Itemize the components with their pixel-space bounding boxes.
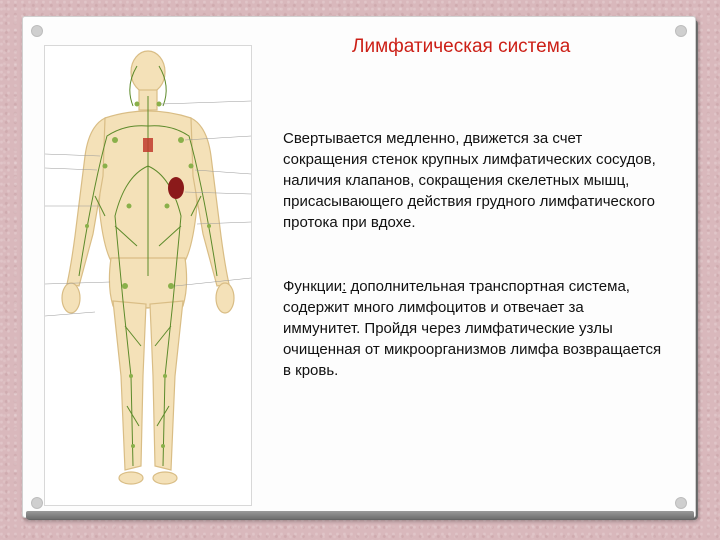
head-shape: [131, 51, 165, 93]
body-diagram: [45, 46, 251, 505]
lymphatic-system-figure: [44, 45, 252, 506]
left-leg-shape: [113, 301, 146, 470]
corner-dot: [675, 497, 687, 509]
paragraph-mechanism: Свертывается медленно, движется за счет сокращения стенок крупных лимфатических сосудов, наличия клапанов, сокращения скелетных мышц, присасывающего действия грудного лимфатического протока при вдохе.: [283, 130, 656, 231]
functions-colon: :: [342, 278, 347, 295]
left-foot-shape: [119, 472, 143, 484]
paragraph-functions: [283, 276, 663, 381]
right-foot-shape: [153, 472, 177, 484]
functions-text: дополнительная транспортная система, содержит много лимфоцитов и отвечает за иммунитет. Пройдя через лимфатические узлы очищенная от микроорганизмов лимфа возвращается в кровь.: [283, 278, 662, 379]
spleen-shape: [168, 177, 184, 199]
right-hand-shape: [216, 283, 234, 313]
right-leg-shape: [150, 301, 183, 470]
corner-dot: [31, 497, 43, 509]
corner-dot: [675, 25, 687, 37]
slide-bottom-bar: [26, 511, 694, 519]
corner-dot: [31, 25, 43, 37]
left-hand-shape: [62, 283, 80, 313]
heart-shape: [143, 138, 153, 152]
functions-lead: Функции: [283, 278, 343, 295]
slide-title: Лимфатическая система: [352, 36, 571, 57]
